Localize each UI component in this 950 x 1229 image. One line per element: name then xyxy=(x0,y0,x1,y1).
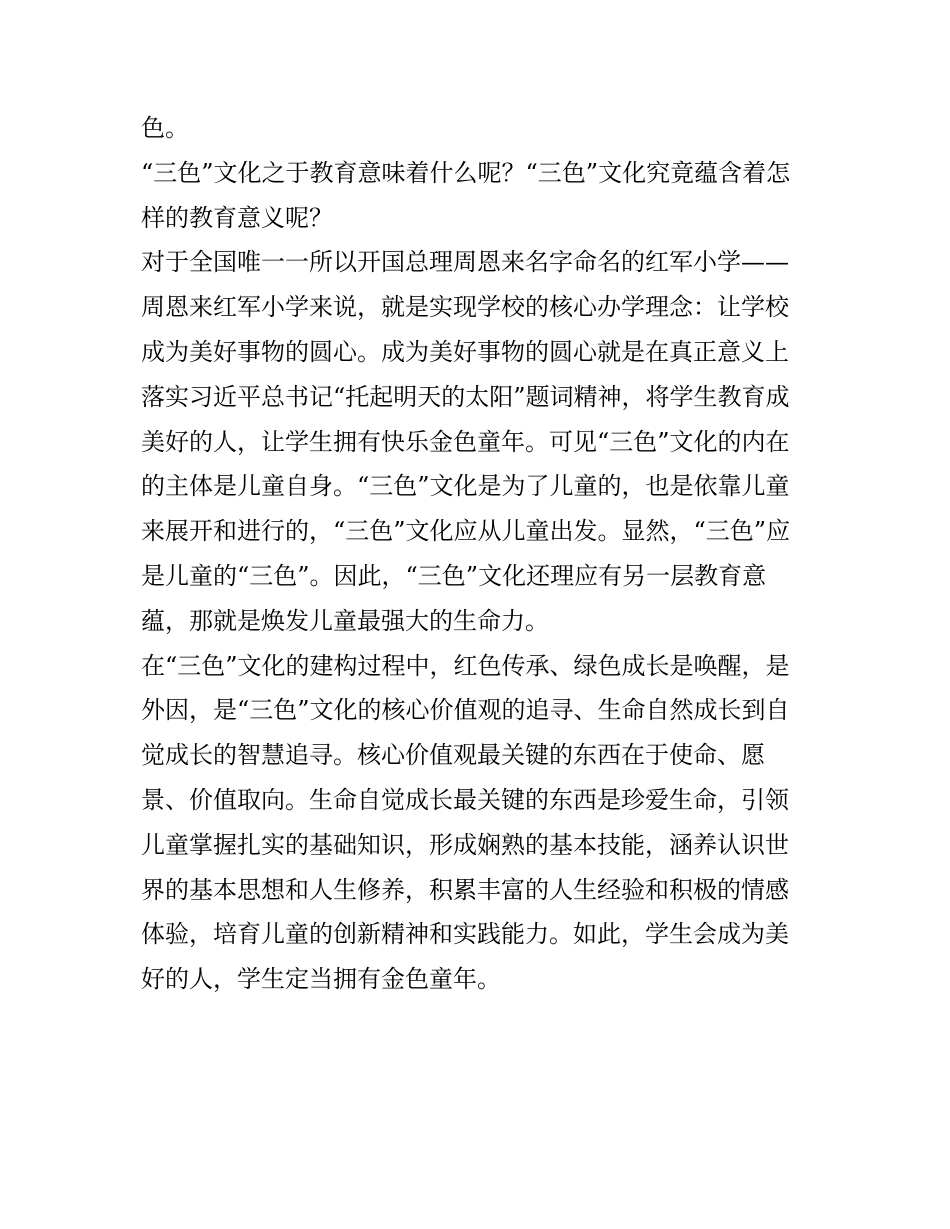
text-line: 的主体是儿童自身。“三色”文化是为了儿童的，也是依靠儿童 xyxy=(141,472,790,501)
text-line: 好的人，学生定当拥有金色童年。 xyxy=(141,965,501,994)
text-line: 体验，培育儿童的创新精神和实践能力。如此，学生会成为美 xyxy=(141,920,789,949)
text-line: 成为美好事物的圆心。成为美好事物的圆心就是在真正意义上 xyxy=(141,337,789,366)
text-line: 景、价值取向。生命自觉成长最关键的东西是珍爱生命，引领 xyxy=(141,785,789,814)
text-line: 来展开和进行的，“三色”文化应从儿童出发。显然，“三色”应 xyxy=(141,517,791,546)
text-line: 是儿童的“三色”。因此，“三色”文化还理应有另一层教育意 xyxy=(141,561,767,590)
text-line: 觉成长的智慧追寻。核心价值观最关键的东西在于使命、愿 xyxy=(141,741,765,770)
body-text xyxy=(141,106,811,1002)
text-line: 色。 xyxy=(141,114,189,142)
text-line: 周恩来红军小学来说，就是实现学校的核心办学理念：让学校 xyxy=(141,293,789,322)
text-line: 落实习近平总书记“托起明天的太阳”题词精神，将学生教育成 xyxy=(141,382,790,411)
text-line: 样的教育意义呢？ xyxy=(141,203,333,232)
text-line: 对于全国唯一一所以开国总理周恩来名字命名的红军小学—— xyxy=(141,248,789,277)
text-line: 蕴，那就是焕发儿童最强大的生命力。 xyxy=(141,606,549,635)
text-line: 外因，是“三色”文化的核心价值观的追寻、生命自然成长到自 xyxy=(141,696,790,725)
text-line: “三色”文化之于教育意味着什么呢？“三色”文化究竟蕴含着怎 xyxy=(141,158,791,187)
text-line: 界的基本思想和人生修养，积累丰富的人生经验和积极的情感 xyxy=(141,875,789,904)
text-line: 美好的人，让学生拥有快乐金色童年。可见“三色”文化的内在 xyxy=(141,427,790,456)
text-line: 在“三色”文化的建构过程中，红色传承、绿色成长是唤醒，是 xyxy=(141,651,790,680)
text-line: 儿童掌握扎实的基础知识，形成娴熟的基本技能，涵养认识世 xyxy=(141,830,789,859)
